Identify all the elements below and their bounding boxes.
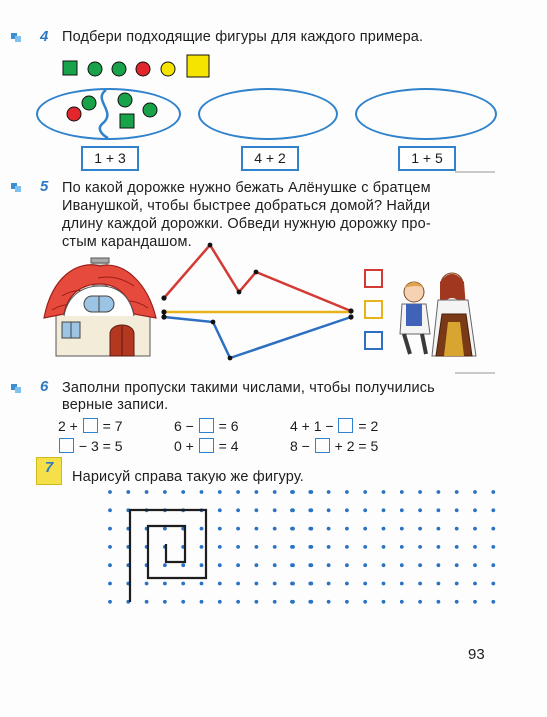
grid-dot — [308, 582, 312, 586]
grid-dot — [363, 527, 367, 531]
grid-dot — [290, 508, 294, 512]
green-circle-shape — [82, 96, 96, 110]
grid-dot — [163, 527, 167, 531]
grid-dot — [327, 600, 331, 604]
grid-dot — [491, 508, 495, 512]
grid-dot — [363, 563, 367, 567]
grid-dot — [108, 582, 112, 586]
grid-dot — [491, 563, 495, 567]
grid-dot — [255, 582, 259, 586]
blue-path — [164, 317, 351, 358]
grid-dot — [218, 545, 222, 549]
grid-dot — [327, 490, 331, 494]
task-text-line: Иванушкой, чтобы быстрее добраться домой? Найди — [62, 198, 431, 214]
grid-dot — [181, 600, 185, 604]
grid-dot — [437, 545, 441, 549]
spiral-figure — [130, 510, 206, 602]
grid-dot — [218, 600, 222, 604]
grid-dot — [418, 527, 422, 531]
grid-dot — [400, 490, 404, 494]
grid-dot — [345, 508, 349, 512]
grid-dot — [455, 490, 459, 494]
grid-dot — [437, 563, 441, 567]
divider-dash — [455, 372, 495, 374]
grid-dot — [382, 490, 386, 494]
dot-grids — [0, 480, 547, 610]
grid-dot — [308, 490, 312, 494]
grid-dot — [400, 600, 404, 604]
grid-dot — [200, 527, 204, 531]
blank-box[interactable] — [199, 438, 214, 453]
grid-dot — [345, 490, 349, 494]
grid-dot — [126, 490, 130, 494]
grid-dot — [455, 582, 459, 586]
grid-dot — [108, 600, 112, 604]
grid-dot — [455, 545, 459, 549]
grid-dot — [491, 582, 495, 586]
grid-dot — [255, 545, 259, 549]
grid-dot — [491, 490, 495, 494]
grid-dot — [437, 490, 441, 494]
grid-dot — [363, 490, 367, 494]
equation: 6 − = 6 — [174, 418, 239, 434]
grid-dot — [108, 545, 112, 549]
grid-dot — [491, 600, 495, 604]
paths-diagram — [155, 240, 365, 370]
grid-dot — [163, 582, 167, 586]
grid-dot — [290, 527, 294, 531]
grid-dot — [455, 563, 459, 567]
grid-dot — [473, 545, 477, 549]
grid-dot — [308, 563, 312, 567]
grid-dot — [273, 527, 277, 531]
expression-box: 4 + 2 — [241, 146, 299, 171]
grid-dot — [363, 582, 367, 586]
equation: 4 + 1 − = 2 — [290, 418, 379, 434]
grid-dot — [236, 545, 240, 549]
grid-dot — [455, 527, 459, 531]
answer-box-yellow[interactable] — [364, 300, 383, 319]
blank-box[interactable] — [199, 418, 214, 433]
grid-dot — [255, 490, 259, 494]
blank-box[interactable] — [83, 418, 98, 433]
grid-dot — [382, 600, 386, 604]
page-number: 93 — [468, 646, 485, 663]
grid-dot — [327, 508, 331, 512]
grid-dot — [200, 563, 204, 567]
grid-dot — [308, 527, 312, 531]
grid-dot — [200, 600, 204, 604]
children-illustration — [392, 262, 492, 362]
grid-dot — [218, 563, 222, 567]
grid-dot — [363, 600, 367, 604]
grid-dot — [290, 582, 294, 586]
grid-dot — [108, 508, 112, 512]
grid-dot — [308, 600, 312, 604]
grid-dot — [145, 600, 149, 604]
house-illustration — [38, 256, 158, 362]
grid-dot — [181, 563, 185, 567]
grid-dot — [382, 527, 386, 531]
task-marker — [11, 183, 23, 193]
grid-dot — [236, 490, 240, 494]
grid-dot — [345, 582, 349, 586]
grid-dot — [290, 545, 294, 549]
grid-dot — [418, 490, 422, 494]
equation: 8 − + 2 = 5 — [290, 438, 379, 454]
grid-dot — [145, 490, 149, 494]
grid-dot — [308, 545, 312, 549]
grid-dot — [437, 600, 441, 604]
grid-dot — [236, 582, 240, 586]
grid-dot — [418, 563, 422, 567]
task-number: 4 — [40, 28, 49, 45]
task-marker — [11, 384, 23, 394]
grid-dot — [491, 527, 495, 531]
blank-box[interactable] — [315, 438, 330, 453]
grid-dot — [290, 490, 294, 494]
grid-dot — [418, 582, 422, 586]
grid-dot — [108, 563, 112, 567]
task-text-line: стым карандашом. — [62, 234, 192, 250]
grid-dot — [345, 600, 349, 604]
task-number: 5 — [40, 178, 49, 195]
grid-dot — [273, 490, 277, 494]
grid-dot — [491, 545, 495, 549]
grid-dot — [327, 527, 331, 531]
grid-dot — [181, 582, 185, 586]
grid-dot — [363, 508, 367, 512]
green-circle-shape — [143, 103, 157, 117]
grid-dot — [473, 600, 477, 604]
grid-dot — [218, 508, 222, 512]
grid-dot — [400, 508, 404, 512]
grid-dot — [363, 545, 367, 549]
ellipse-contents — [0, 0, 547, 150]
left-dot-grid — [108, 490, 313, 610]
grid-dot — [437, 582, 441, 586]
grid-dot — [290, 563, 294, 567]
equation: 0 + = 4 — [174, 438, 239, 454]
task-text-line: длину каждой дорожки. Обведи нужную дорожку про- — [62, 216, 431, 232]
grid-dot — [382, 563, 386, 567]
right-dot-grid — [290, 490, 495, 610]
grid-dot — [473, 508, 477, 512]
blank-box[interactable] — [338, 418, 353, 433]
grid-dot — [382, 545, 386, 549]
grid-dot — [308, 508, 312, 512]
grid-dot — [290, 600, 294, 604]
grid-dot — [218, 490, 222, 494]
grid-dot — [236, 508, 240, 512]
grid-dot — [400, 527, 404, 531]
grid-dot — [327, 545, 331, 549]
equation: − 3 = 5 — [58, 437, 122, 455]
grid-dot — [255, 600, 259, 604]
grid-dot — [327, 582, 331, 586]
grid-dot — [455, 600, 459, 604]
grid-dot — [400, 582, 404, 586]
grid-dot — [345, 563, 349, 567]
grid-dot — [200, 490, 204, 494]
task-badge: 7 — [36, 457, 62, 485]
green-circle-shape — [118, 93, 132, 107]
task-text: Подбери подходящие фигуры для каждого примера. — [62, 29, 424, 45]
grid-dot — [255, 563, 259, 567]
divider-dash — [455, 171, 495, 173]
equation: 2 + = 7 — [58, 418, 123, 434]
grid-dot — [145, 582, 149, 586]
grid-dot — [418, 600, 422, 604]
grid-dot — [163, 490, 167, 494]
grid-dot — [255, 508, 259, 512]
grid-dot — [273, 563, 277, 567]
grid-dot — [163, 600, 167, 604]
answer-box-red[interactable] — [364, 269, 383, 288]
grid-dot — [418, 508, 422, 512]
grid-dot — [437, 508, 441, 512]
task-text-line: Заполни пропуски такими числами, чтобы получились — [62, 380, 435, 396]
grid-dot — [218, 527, 222, 531]
grid-dot — [236, 600, 240, 604]
grid-dot — [108, 527, 112, 531]
red-path — [164, 245, 351, 311]
blank-box[interactable] — [59, 438, 74, 453]
grid-dot — [200, 582, 204, 586]
grid-dot — [345, 545, 349, 549]
grid-dot — [273, 582, 277, 586]
grid-dot — [473, 563, 477, 567]
answer-box-blue[interactable] — [364, 331, 383, 350]
grid-dot — [236, 563, 240, 567]
grid-dot — [455, 508, 459, 512]
grid-dot — [382, 582, 386, 586]
grid-dot — [255, 527, 259, 531]
task-number: 6 — [40, 378, 49, 395]
green-square-shape — [120, 114, 134, 128]
task-text: Нарисуй справа такую же фигуру. — [72, 469, 304, 485]
grid-dot — [418, 545, 422, 549]
grid-dot — [473, 582, 477, 586]
grid-dot — [273, 600, 277, 604]
red-circle-shape — [67, 107, 81, 121]
task-text-line: верные записи. — [62, 397, 169, 413]
grid-dot — [437, 527, 441, 531]
grid-dot — [400, 563, 404, 567]
grid-dot — [181, 490, 185, 494]
grid-dot — [236, 527, 240, 531]
grid-dot — [273, 508, 277, 512]
grid-dot — [200, 545, 204, 549]
grid-dot — [163, 563, 167, 567]
grid-dot — [108, 490, 112, 494]
task-text-line: По какой дорожке нужно бежать Алёнушке с братцем — [62, 180, 431, 196]
grid-dot — [382, 508, 386, 512]
grid-dot — [273, 545, 277, 549]
expression-box: 1 + 3 — [81, 146, 139, 171]
grid-dot — [473, 527, 477, 531]
grid-dot — [473, 490, 477, 494]
expression-box: 1 + 5 — [398, 146, 456, 171]
grid-dot — [218, 582, 222, 586]
grid-dot — [345, 527, 349, 531]
grid-dot — [400, 545, 404, 549]
grid-dot — [327, 563, 331, 567]
